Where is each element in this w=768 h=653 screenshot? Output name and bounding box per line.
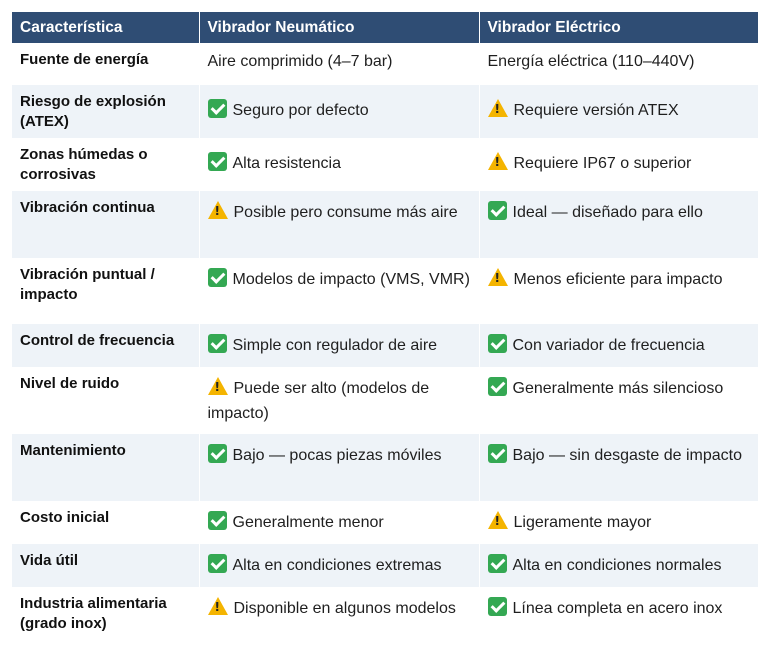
feature-cell: Vida útil [12,544,199,587]
warning-icon [488,268,508,286]
neumatico-cell [199,587,479,653]
table-row [12,587,758,653]
table-row [12,43,758,85]
table-row [12,544,758,587]
check-icon [488,597,507,616]
warning-icon [208,201,228,219]
electrico-cell [479,138,758,191]
electrico-text: Generalmente más silencioso [512,380,724,397]
header-neumatico: Vibrador Neumático [199,12,479,43]
neumatico-cell [199,43,479,85]
table-row [12,85,758,138]
feature-cell: Industria alimentaria (grado inox) [12,587,199,653]
neumatico-cell [199,544,479,587]
neumatico-text: Disponible en algunos modelos [233,600,456,617]
feature-cell: Zonas húmedas o corrosivas [12,138,199,191]
electrico-text: Requiere IP67 o superior [513,155,692,172]
neumatico-cell [199,434,479,501]
neumatico-text: Aire comprimido (4–7 bar) [207,53,393,70]
check-icon [488,201,507,220]
neumatico-text: Generalmente menor [232,514,384,531]
feature-cell: Vibración puntual / impacto [12,258,199,324]
neumatico-text: Bajo — pocas piezas móviles [232,447,442,464]
table-row [12,434,758,501]
feature-cell: Vibración continua [12,191,199,258]
comparison-table [12,12,758,653]
check-icon [208,334,227,353]
header-row [12,12,758,43]
electrico-text: Línea completa en acero inox [512,600,723,617]
check-icon [488,377,507,396]
feature-cell: Costo inicial [12,501,199,544]
comparison-table-container [12,12,758,653]
neumatico-text: Simple con regulador de aire [232,337,438,354]
header-caracteristica: Característica [12,12,199,43]
neumatico-text: Modelos de impacto (VMS, VMR) [232,271,470,288]
check-icon [208,554,227,573]
table-row [12,367,758,434]
electrico-cell [479,587,758,653]
check-icon [208,444,227,463]
check-icon [488,554,507,573]
neumatico-cell [199,258,479,324]
electrico-text: Requiere versión ATEX [513,102,679,119]
check-icon [208,511,227,530]
neumatico-cell [199,191,479,258]
electrico-text: Alta en condiciones normales [512,557,722,574]
electrico-text: Bajo — sin desgaste de impacto [512,447,742,464]
electrico-cell [479,258,758,324]
table-row [12,324,758,367]
feature-cell: Nivel de ruido [12,367,199,434]
header-electrico: Vibrador Eléctrico [479,12,758,43]
feature-cell: Fuente de energía [12,43,199,85]
neumatico-text: Seguro por defecto [232,102,369,119]
electrico-cell [479,324,758,367]
neumatico-text: Posible pero consume más aire [233,204,458,221]
neumatico-text: Puede ser alto (modelos de impacto) [207,380,430,422]
check-icon [488,334,507,353]
table-row [12,258,758,324]
electrico-cell [479,544,758,587]
electrico-text: Menos eficiente para impacto [513,271,723,288]
table-row [12,501,758,544]
electrico-cell [479,43,758,85]
neumatico-cell [199,367,479,434]
neumatico-cell [199,324,479,367]
check-icon [488,444,507,463]
feature-cell: Control de frecuencia [12,324,199,367]
neumatico-text: Alta en condiciones extremas [232,557,442,574]
check-icon [208,99,227,118]
electrico-cell [479,191,758,258]
electrico-cell [479,85,758,138]
feature-cell: Riesgo de explosión (ATEX) [12,85,199,138]
electrico-text: Ideal — diseñado para ello [512,204,703,221]
electrico-cell [479,367,758,434]
neumatico-cell [199,85,479,138]
check-icon [208,152,227,171]
check-icon [208,268,227,287]
electrico-cell [479,501,758,544]
electrico-text: Energía eléctrica (110–440V) [487,53,695,70]
table-row [12,138,758,191]
electrico-text: Con variador de frecuencia [512,337,705,354]
table-row [12,191,758,258]
neumatico-text: Alta resistencia [232,155,341,172]
neumatico-cell [199,501,479,544]
electrico-cell [479,434,758,501]
warning-icon [208,377,228,395]
neumatico-cell [199,138,479,191]
electrico-text: Ligeramente mayor [513,514,652,531]
warning-icon [488,99,508,117]
warning-icon [488,152,508,170]
warning-icon [488,511,508,529]
feature-cell: Mantenimiento [12,434,199,501]
warning-icon [208,597,228,615]
